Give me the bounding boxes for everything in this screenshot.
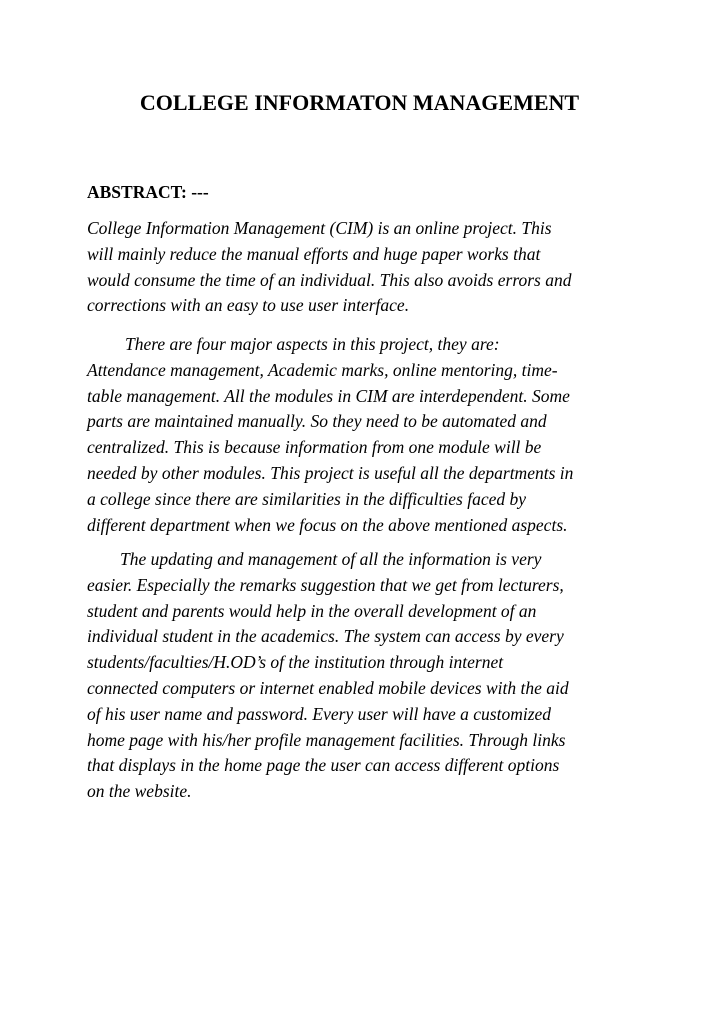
text-line: parts are maintained manually. So they need to be automated and <box>87 411 547 432</box>
document-title: COLLEGE INFORMATON MANAGEMENT <box>139 90 580 115</box>
text-line: Attendance management, Academic marks, online mentoring, time- <box>87 359 558 380</box>
text-line: would consume the time of an individual. This also avoids errors and <box>87 269 572 290</box>
text-line: centralized. This is because information from one module will be <box>87 437 542 458</box>
text-line: that displays in the home page the user can access different options <box>87 755 560 776</box>
abstract-paragraph-3 <box>87 547 635 805</box>
text-line: College Information Management (CIM) is an online project. This <box>87 218 552 238</box>
text-line: student and parents would help in the overall development of an <box>87 600 537 621</box>
text-line: needed by other modules. This project is useful all the departments in <box>87 462 574 483</box>
text-line: different department when we focus on the above mentioned aspects. <box>87 514 568 535</box>
abstract-paragraph-1 <box>87 216 635 319</box>
text-line: corrections with an easy to use user interface. <box>87 295 410 316</box>
text-line: The updating and management of all the information is very <box>120 549 542 569</box>
text-line: will mainly reduce the manual efforts and huge paper works that <box>87 243 541 264</box>
text-line: connected computers or internet enabled mobile devices with the aid <box>87 677 569 698</box>
abstract-paragraph-2 <box>87 332 635 538</box>
text-line: of his user name and password. Every user will have a customized <box>87 703 552 724</box>
text-line: easier. Especially the remarks suggestion that we get from lecturers, <box>87 574 564 595</box>
text-line: a college since there are similarities in the difficulties faced by <box>87 488 527 509</box>
abstract-heading: ABSTRACT: --- <box>87 182 209 202</box>
text-line: individual student in the academics. The system can access by every <box>87 626 564 647</box>
text-line: table management. All the modules in CIM are interdependent. Some <box>87 385 570 406</box>
text-line: students/faculties/H.OD’s of the institution through internet <box>87 652 504 673</box>
text-line: home page with his/her profile management facilities. Through links <box>87 729 566 750</box>
text-line: on the website. <box>87 781 192 802</box>
text-line: There are four major aspects in this project, they are: <box>125 334 500 354</box>
